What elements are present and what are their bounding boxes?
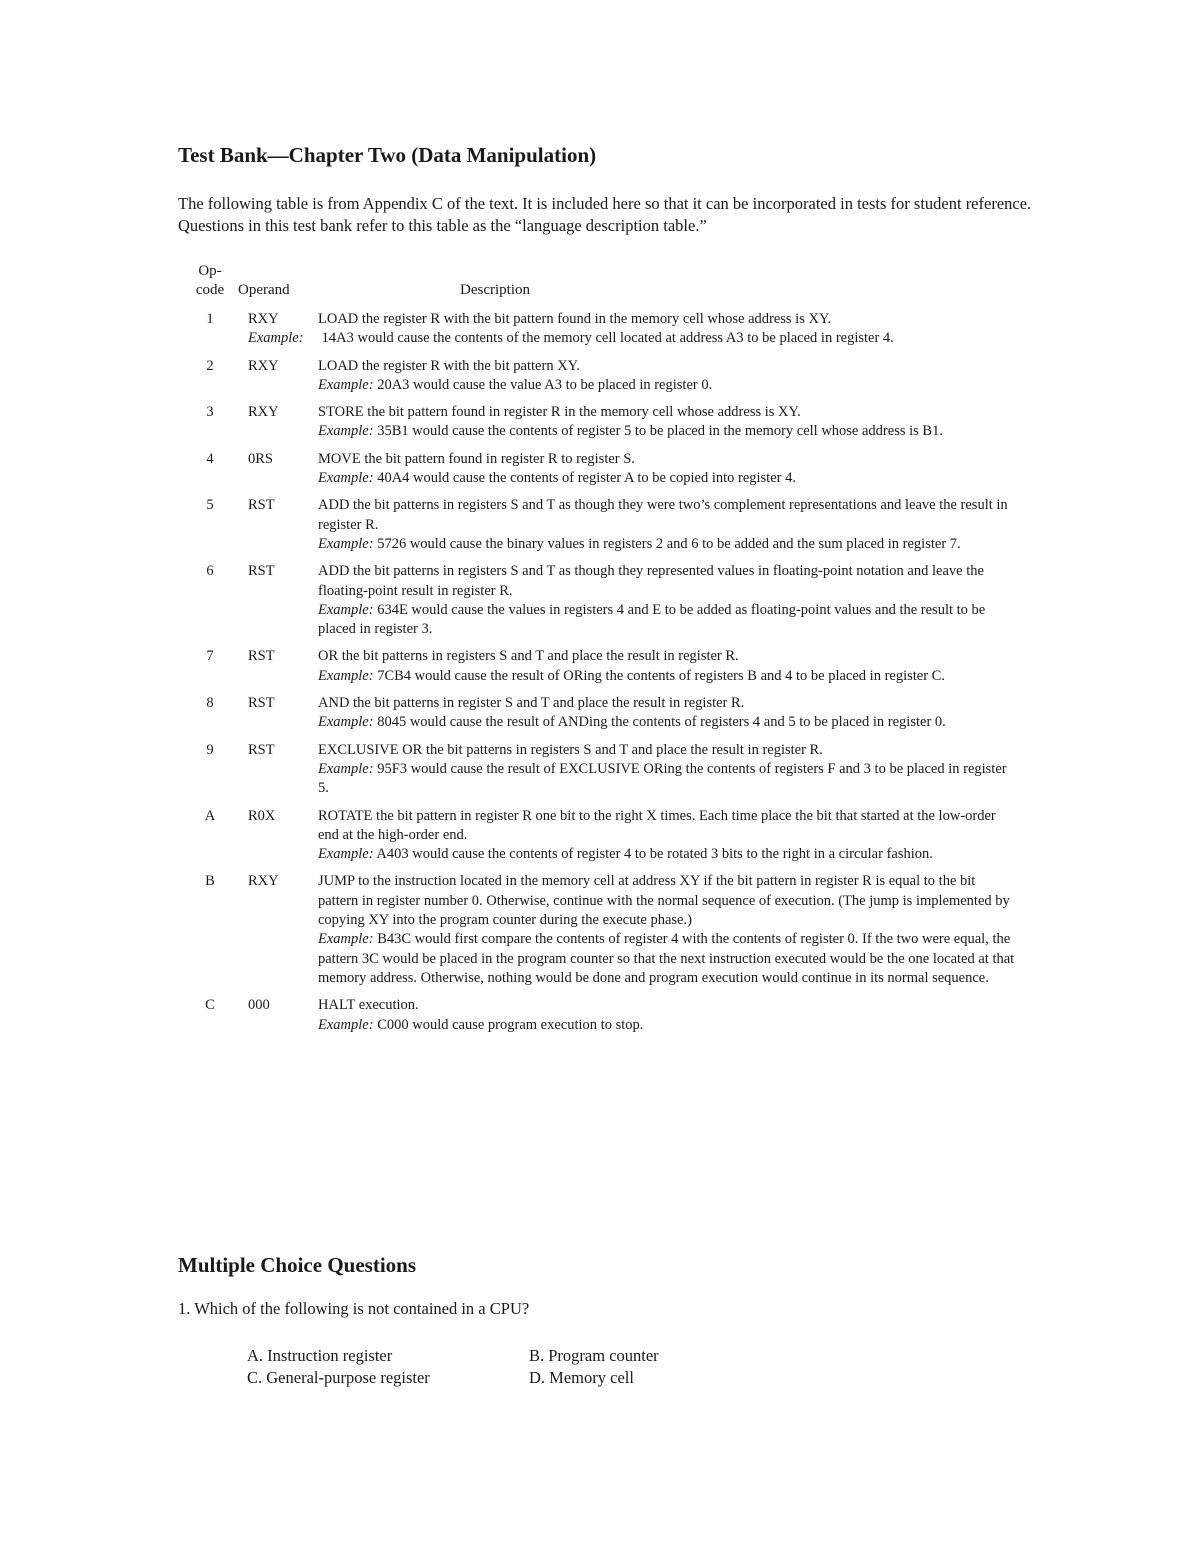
description-cell: [318, 562, 1016, 647]
operand-cell: RXY: [248, 873, 279, 890]
opcode-cell: A: [204, 807, 216, 824]
example-label: Example:: [318, 846, 374, 863]
opcode-cell: C: [205, 997, 215, 1014]
example-label: Example:: [318, 760, 374, 777]
opcode-cell: 7: [206, 648, 214, 665]
example-label: Example:: [318, 601, 374, 618]
multiple-choice-heading: Multiple Choice Questions: [178, 1253, 417, 1277]
language-description-table: [186, 262, 1016, 1043]
description-text: LOAD the register R with the bit pattern XY.: [318, 357, 580, 374]
operand-cell: RXY: [248, 404, 279, 421]
operand-cell: RST: [248, 695, 275, 712]
description-cell: [318, 403, 1016, 450]
example-text: 20A3 would cause the value A3 to be placed in register 0.: [377, 376, 713, 393]
table-row: [186, 562, 1016, 647]
description-cell: [318, 694, 1016, 741]
operand-cell: 000: [248, 997, 270, 1014]
example-label: Example:: [318, 714, 374, 731]
description-text: HALT execution.: [318, 997, 419, 1014]
table-row: [186, 403, 1016, 450]
example-label: Example:: [318, 667, 374, 684]
description-text: OR the bit patterns in registers S and T and place the result in register R.: [318, 648, 739, 665]
page-title: Test Bank—Chapter Two (Data Manipulation): [178, 143, 597, 167]
operand-cell: RXY: [248, 357, 279, 374]
description-text: ROTATE the bit pattern in register R one bit to the right X times. Each time place the bit that started at the low-order end at the high-order end.: [318, 807, 996, 843]
example-label: Example:: [318, 1016, 374, 1033]
example-text: 634E would cause the values in registers 4 and E to be added as floating-point values and the result to be placed in register 3.: [318, 601, 986, 638]
table-row: [186, 310, 1016, 357]
opcode-cell: B: [205, 873, 215, 890]
opcode-cell: 5: [206, 497, 214, 514]
operand-cell: RST: [248, 648, 275, 665]
example-text: 95F3 would cause the result of EXCLUSIVE ORing the contents of registers F and 3 to be placed in register 5.: [318, 760, 1007, 797]
choice-c: C. General-purpose register: [247, 1368, 430, 1387]
question-1-choices: [247, 1345, 769, 1389]
example-text: 5726 would cause the binary values in registers 2 and 6 to be added and the sum placed in register 7.: [377, 535, 961, 552]
table-row: [186, 996, 1016, 1043]
example-label: Example:: [318, 376, 374, 393]
table-row: [186, 450, 1016, 497]
example-text: A403 would cause the contents of register 4 to be rotated 3 bits to the right in a circular fashion.: [376, 846, 933, 863]
example-label: Example:: [318, 931, 374, 948]
operand-cell: RXY: [248, 311, 279, 327]
opcode-cell: 3: [206, 404, 214, 421]
choice-a: A. Instruction register: [247, 1346, 393, 1365]
operand-cell: RST: [248, 563, 275, 580]
choice-d: D. Memory cell: [529, 1368, 634, 1387]
description-text: LOAD the register R with the bit pattern found in the memory cell whose address is XY.: [318, 311, 832, 327]
example-label: Example:: [318, 470, 374, 487]
example-label: Example:: [318, 423, 374, 440]
description-cell: [318, 872, 1016, 996]
table-row: [186, 357, 1016, 404]
opcode-cell: 2: [206, 357, 214, 374]
table-row: [186, 741, 1016, 807]
table-row: [186, 807, 1016, 873]
description-text: AND the bit patterns in register S and T and place the result in register R.: [318, 695, 745, 712]
table-row: [186, 647, 1016, 694]
description-cell: [318, 741, 1016, 807]
opcode-header: [186, 262, 234, 310]
opcode-cell: 4: [206, 450, 214, 467]
description-cell: [318, 496, 1016, 562]
table-row: [186, 872, 1016, 996]
table-row: [186, 694, 1016, 741]
table-row: [186, 496, 1016, 562]
operand-cell: RST: [248, 497, 275, 514]
example-label: Example:: [318, 535, 374, 552]
description-cell: [318, 996, 1016, 1043]
example-text: B43C would first compare the contents of register 4 with the contents of register 0. If the two were equal, the pattern 3C would be placed in the program counter so that the next instruction executed would be the one located at that memory address. Otherwise, nothing would be done and program execution would continue in its normal sequence.: [318, 931, 1015, 986]
opcode-header-line1: Op-: [198, 263, 222, 279]
opcode-cell: 1: [206, 311, 214, 327]
example-text: 35B1 would cause the contents of register 5 to be placed in the memory cell whose address is B1.: [377, 423, 943, 440]
description-text: ADD the bit patterns in registers S and T as though they represented values in floating-point notation and leave the floating-point result in register R.: [318, 563, 984, 599]
description-text: EXCLUSIVE OR the bit patterns in registers S and T and place the result in register R.: [318, 741, 823, 758]
description-cell: [318, 807, 1016, 873]
table-header-row: [186, 262, 1016, 310]
description-text: STORE the bit pattern found in register R in the memory cell whose address is XY.: [318, 404, 801, 421]
choice-b: B. Program counter: [529, 1346, 659, 1365]
operand-cell: RST: [248, 741, 275, 758]
operand-header: Operand: [238, 282, 290, 298]
description-cell: [318, 647, 1016, 694]
example-text: 40A4 would cause the contents of register A to be copied into register 4.: [377, 470, 796, 487]
intro-paragraph: The following table is from Appendix C of the text. It is included here so that it can be incorporated in tests for student reference. Questions in this test bank refer to this table as the “language description table.”: [178, 194, 1032, 235]
example-text: 14A3 would cause the contents of the memory cell located at address A3 to be placed in register 4.: [321, 330, 894, 347]
example-text: C000 would cause program execution to stop.: [377, 1016, 644, 1033]
opcode-cell: 8: [206, 695, 214, 712]
description-text: ADD the bit patterns in registers S and T as though they were two’s complement representations and leave the result in register R.: [318, 497, 1008, 533]
opcode-header-line2: code: [195, 282, 225, 298]
description-cell: [318, 357, 1016, 404]
question-1-text: 1. Which of the following is not contained in a CPU?: [178, 1299, 530, 1318]
operand-cell: R0X: [248, 807, 276, 824]
description-text: MOVE the bit pattern found in register R to register S.: [318, 450, 635, 467]
opcode-cell: 9: [206, 741, 214, 758]
description-header: Description: [460, 282, 530, 298]
operand-cell: 0RS: [248, 450, 273, 467]
opcode-cell: 6: [206, 563, 214, 580]
example-text: 7CB4 would cause the result of ORing the contents of registers B and 4 to be placed in register C.: [377, 667, 945, 684]
description-text: JUMP to the instruction located in the memory cell at address XY if the bit pattern in register R is equal to the bit pattern in register number 0. Otherwise, continue with the normal sequence of execution. (The jump is implemented by copying XY into the program counter during the execute phase.): [318, 873, 1010, 929]
description-cell: [318, 450, 1016, 497]
example-label: Example:: [248, 330, 304, 347]
example-text: 8045 would cause the result of ANDing the contents of registers 4 and 5 to be placed in register 0.: [377, 714, 946, 731]
